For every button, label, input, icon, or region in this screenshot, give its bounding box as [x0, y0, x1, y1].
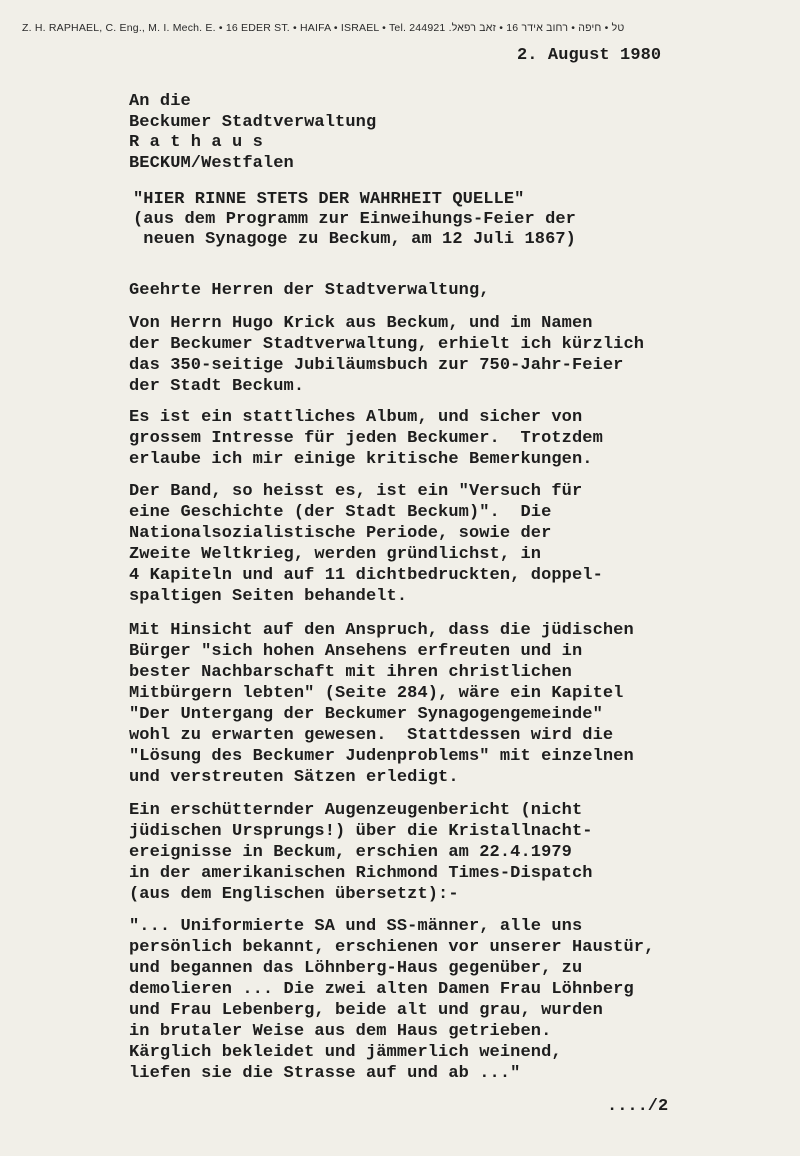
- page-continuation-marker: ..../2: [607, 1097, 669, 1116]
- paragraph-1: [129, 313, 729, 397]
- paragraph-2: [129, 407, 729, 470]
- text-line: wohl zu erwarten gewesen. Stattdessen wird die: [129, 726, 614, 745]
- addressee-line: R a t h a u s: [129, 133, 263, 152]
- text-line: der Beckumer Stadtverwaltung, erhielt ich kürzlich: [129, 335, 645, 354]
- text-line: 4 Kapiteln und auf 11 dichtbedruckten, doppel-: [129, 566, 603, 585]
- text-line: Es ist ein stattliches Album, und sicher von: [129, 408, 583, 427]
- text-line: Nationalsozialistische Periode, sowie der: [129, 524, 552, 543]
- text-line: jüdischen Ursprungs!) über die Kristallnacht-: [129, 822, 593, 841]
- paragraph-5: [129, 800, 729, 905]
- text-line: ereignisse in Beckum, erschien am 22.4.1979: [129, 843, 572, 862]
- text-line: und begannen das Löhnberg-Haus gegenüber, zu: [129, 959, 583, 978]
- text-line: persönlich bekannt, erschienen vor unserer Haustür,: [129, 938, 655, 957]
- eyewitness-quote: [129, 916, 729, 1084]
- text-line: Zweite Weltkrieg, werden gründlichst, in: [129, 545, 542, 564]
- text-line: liefen sie die Strasse auf und ab ...": [129, 1064, 521, 1083]
- text-line: demolieren ... Die zwei alten Damen Frau Löhnberg: [129, 980, 634, 999]
- text-line: erlaube ich mir einige kritische Bemerkungen.: [129, 450, 593, 469]
- salutation: Geehrte Herren der Stadtverwaltung,: [129, 281, 490, 300]
- text-line: Mit Hinsicht auf den Anspruch, dass die jüdischen: [129, 621, 634, 640]
- text-line: der Stadt Beckum.: [129, 377, 305, 396]
- text-line: das 350-seitige Jubiläumsbuch zur 750-Jahr-Feier: [129, 356, 624, 375]
- text-line: "Lösung des Beckumer Judenproblems" mit einzelnen: [129, 747, 634, 766]
- text-line: grossem Intresse für jeden Beckumer. Trotzdem: [129, 429, 603, 448]
- text-line: Mitbürgern lebten" (Seite 284), wäre ein Kapitel: [129, 684, 624, 703]
- text-line: Der Band, so heisst es, ist ein "Versuch für: [129, 482, 583, 501]
- quote-line: neuen Synagoge zu Beckum, am 12 Juli 1867): [133, 230, 576, 249]
- paragraph-3: [129, 481, 729, 607]
- text-line: Von Herrn Hugo Krick aus Beckum, und im Namen: [129, 314, 593, 333]
- text-line: "... Uniformierte SA und SS-männer, alle uns: [129, 917, 583, 936]
- addressee-line: An die: [129, 92, 191, 111]
- text-line: in der amerikanischen Richmond Times-Dispatch: [129, 864, 593, 883]
- letterhead: Z. H. RAPHAEL, C. Eng., M. I. Mech. E. • 16 EDER ST. • HAIFA • ISRAEL • Tel. 244921 .טל • חיפה • רחוב אידר 16 • זאב רפאל: [22, 22, 625, 34]
- text-line: und Frau Lebenberg, beide alt und grau, wurden: [129, 1001, 603, 1020]
- addressee-line: BECKUM/Westfalen: [129, 153, 294, 173]
- text-line: Ein erschütternder Augenzeugenbericht (nicht: [129, 801, 583, 820]
- text-line: Bürger "sich hohen Ansehens erfreuten und in: [129, 642, 583, 661]
- text-line: bester Nachbarschaft mit ihren christlichen: [129, 663, 572, 682]
- text-line: (aus dem Englischen übersetzt):-: [129, 885, 459, 904]
- quote-line: "HIER RINNE STETS DER WAHRHEIT QUELLE": [133, 190, 525, 209]
- quote-line: (aus dem Programm zur Einweihungs-Feier der: [133, 210, 576, 229]
- text-line: und verstreuten Sätzen erledigt.: [129, 768, 459, 787]
- text-line: eine Geschichte (der Stadt Beckum)". Die: [129, 503, 552, 522]
- addressee-block: [129, 92, 729, 174]
- addressee-line: Beckumer Stadtverwaltung: [129, 112, 377, 132]
- subject-quote: [133, 190, 733, 250]
- text-line: "Der Untergang der Beckumer Synagogengemeinde": [129, 705, 603, 724]
- text-line: in brutaler Weise aus dem Haus getrieben.: [129, 1022, 552, 1041]
- paragraph-4: [129, 620, 729, 788]
- text-line: Kärglich bekleidet und jämmerlich weinend,: [129, 1043, 562, 1062]
- letter-date: 2. August 1980: [517, 46, 662, 65]
- text-line: spaltigen Seiten behandelt.: [129, 587, 408, 606]
